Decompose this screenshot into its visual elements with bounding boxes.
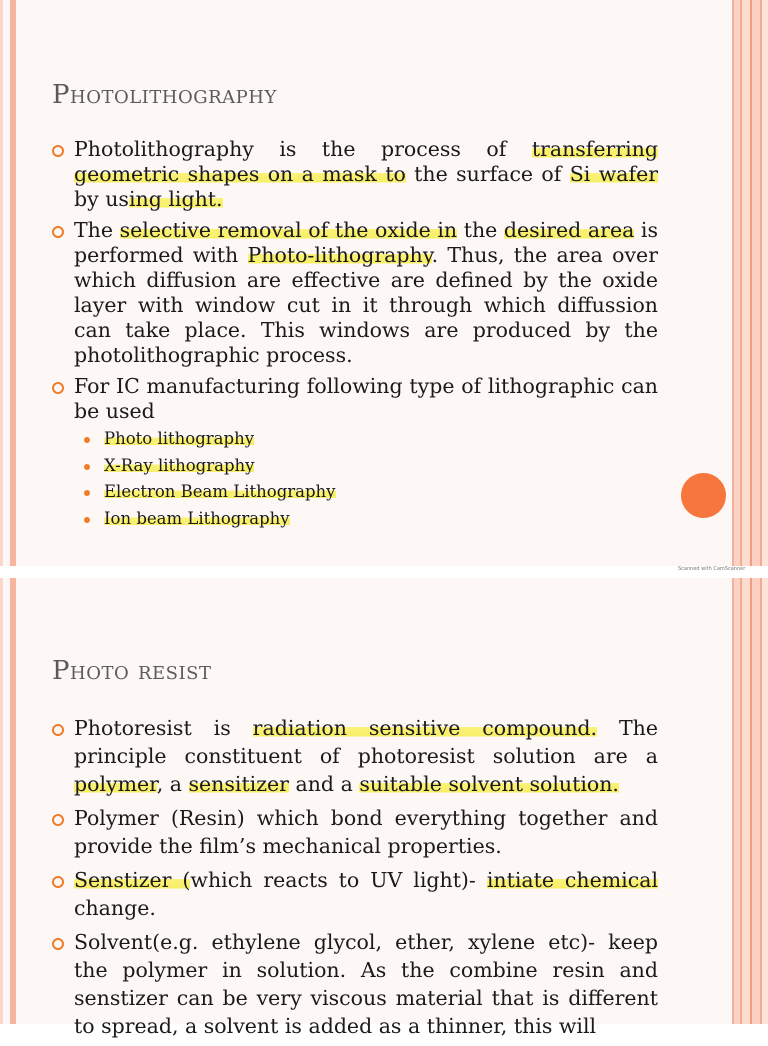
bullet-ring-icon xyxy=(52,876,64,888)
left-edge-stripe xyxy=(0,578,3,1024)
bullet-ring-icon xyxy=(52,938,64,950)
highlighted-text: ing light. xyxy=(128,187,223,211)
text-run: The xyxy=(74,218,120,242)
bullet-item xyxy=(52,714,658,798)
bullet-item xyxy=(52,218,658,368)
sub-bullet-item xyxy=(84,479,658,506)
bullet-text: Solvent(e.g. ethylene glycol, ether, xylene etc)- keep the polymer in solution. As the combine resin and senstizer can be very viscous material that is different to spread, a solvent is added as a thinner, this will xyxy=(74,930,658,1038)
bullet-text: For IC manufacturing following type of lithographic can be used xyxy=(74,374,658,423)
slide-title: Photo resist xyxy=(52,656,212,686)
bullet-ring-icon xyxy=(52,226,64,238)
bullet-ring-icon xyxy=(52,814,64,826)
text-run: is performed with xyxy=(74,218,659,267)
bullet-list xyxy=(52,714,658,1046)
slide-photo-resist xyxy=(0,578,768,1038)
highlighted-text: Ion beam Lithography xyxy=(104,508,290,528)
bullet-item xyxy=(52,137,658,212)
bullet-item xyxy=(52,866,658,922)
bullet-ring-icon xyxy=(52,382,64,394)
bullet-text xyxy=(74,866,658,922)
highlighted-text: radiation sensitive compound. xyxy=(252,716,598,740)
right-decorative-band xyxy=(734,0,768,566)
bullet-item xyxy=(52,804,658,860)
right-decorative-band xyxy=(734,578,768,1024)
slide-title: Photolithography xyxy=(52,80,277,110)
bullet-text xyxy=(74,137,658,212)
highlighted-text: polymer xyxy=(74,772,157,796)
text-run: , a xyxy=(156,772,189,796)
bullet-item xyxy=(52,928,658,1040)
text-run: Photolithography is the process of xyxy=(74,137,532,161)
text-run: and a xyxy=(288,772,360,796)
orange-circle-decoration xyxy=(681,473,726,518)
text-run: by us xyxy=(74,187,129,211)
highlighted-text: sensitizer xyxy=(188,772,289,796)
highlighted-text: desired area xyxy=(503,218,635,242)
highlighted-text: suitable solvent solution. xyxy=(359,772,619,796)
sub-bullet-item xyxy=(84,453,658,480)
bullet-ring-icon xyxy=(52,724,64,736)
bullet-text xyxy=(74,714,658,798)
bullet-text: Polymer (Resin) which bond everything together and provide the film’s mechanical properties. xyxy=(74,806,658,858)
bullet-text xyxy=(74,218,658,368)
highlighted-text: X-Ray lithography xyxy=(104,455,255,475)
text-run: change. xyxy=(74,896,156,920)
highlighted-text: Senstizer ( xyxy=(74,868,191,892)
highlighted-text: selective removal of the oxide in xyxy=(119,218,458,242)
highlighted-text: transferring geometric shapes on a mask to xyxy=(74,137,658,186)
left-edge-stripe xyxy=(0,0,3,566)
highlighted-text: intiate chemical xyxy=(486,868,659,892)
page-gap xyxy=(0,566,768,578)
highlighted-text: Photo-lithography xyxy=(247,243,432,267)
text-run: which reacts to UV light)- xyxy=(190,868,487,892)
bullet-ring-icon xyxy=(52,145,64,157)
left-accent-stripe xyxy=(10,0,16,566)
highlighted-text: Electron Beam Lithography xyxy=(104,482,336,501)
sub-bullet-item xyxy=(84,506,658,533)
text-run: the xyxy=(457,218,504,242)
text-run: . Thus, the area over which diffusion are effective are defined by the oxide layer with window cut in it through which diffussion can take place. This windows are produced by the photolithographic process. xyxy=(74,243,658,367)
sub-bullet-item xyxy=(84,426,658,453)
highlighted-text: Si wafer xyxy=(569,162,659,186)
text-run: Photoresist is xyxy=(74,716,253,740)
sub-bullet-list xyxy=(84,426,658,532)
left-accent-stripe xyxy=(10,578,16,1024)
bullet-list xyxy=(52,137,658,538)
highlighted-text: Photo lithography xyxy=(104,429,255,448)
scan-watermark: Scanned with CamScanner xyxy=(678,566,746,572)
text-run: the surface of xyxy=(405,162,570,186)
bullet-item xyxy=(52,374,658,532)
text-run: The principle constituent of photoresist solution are a xyxy=(74,716,659,768)
